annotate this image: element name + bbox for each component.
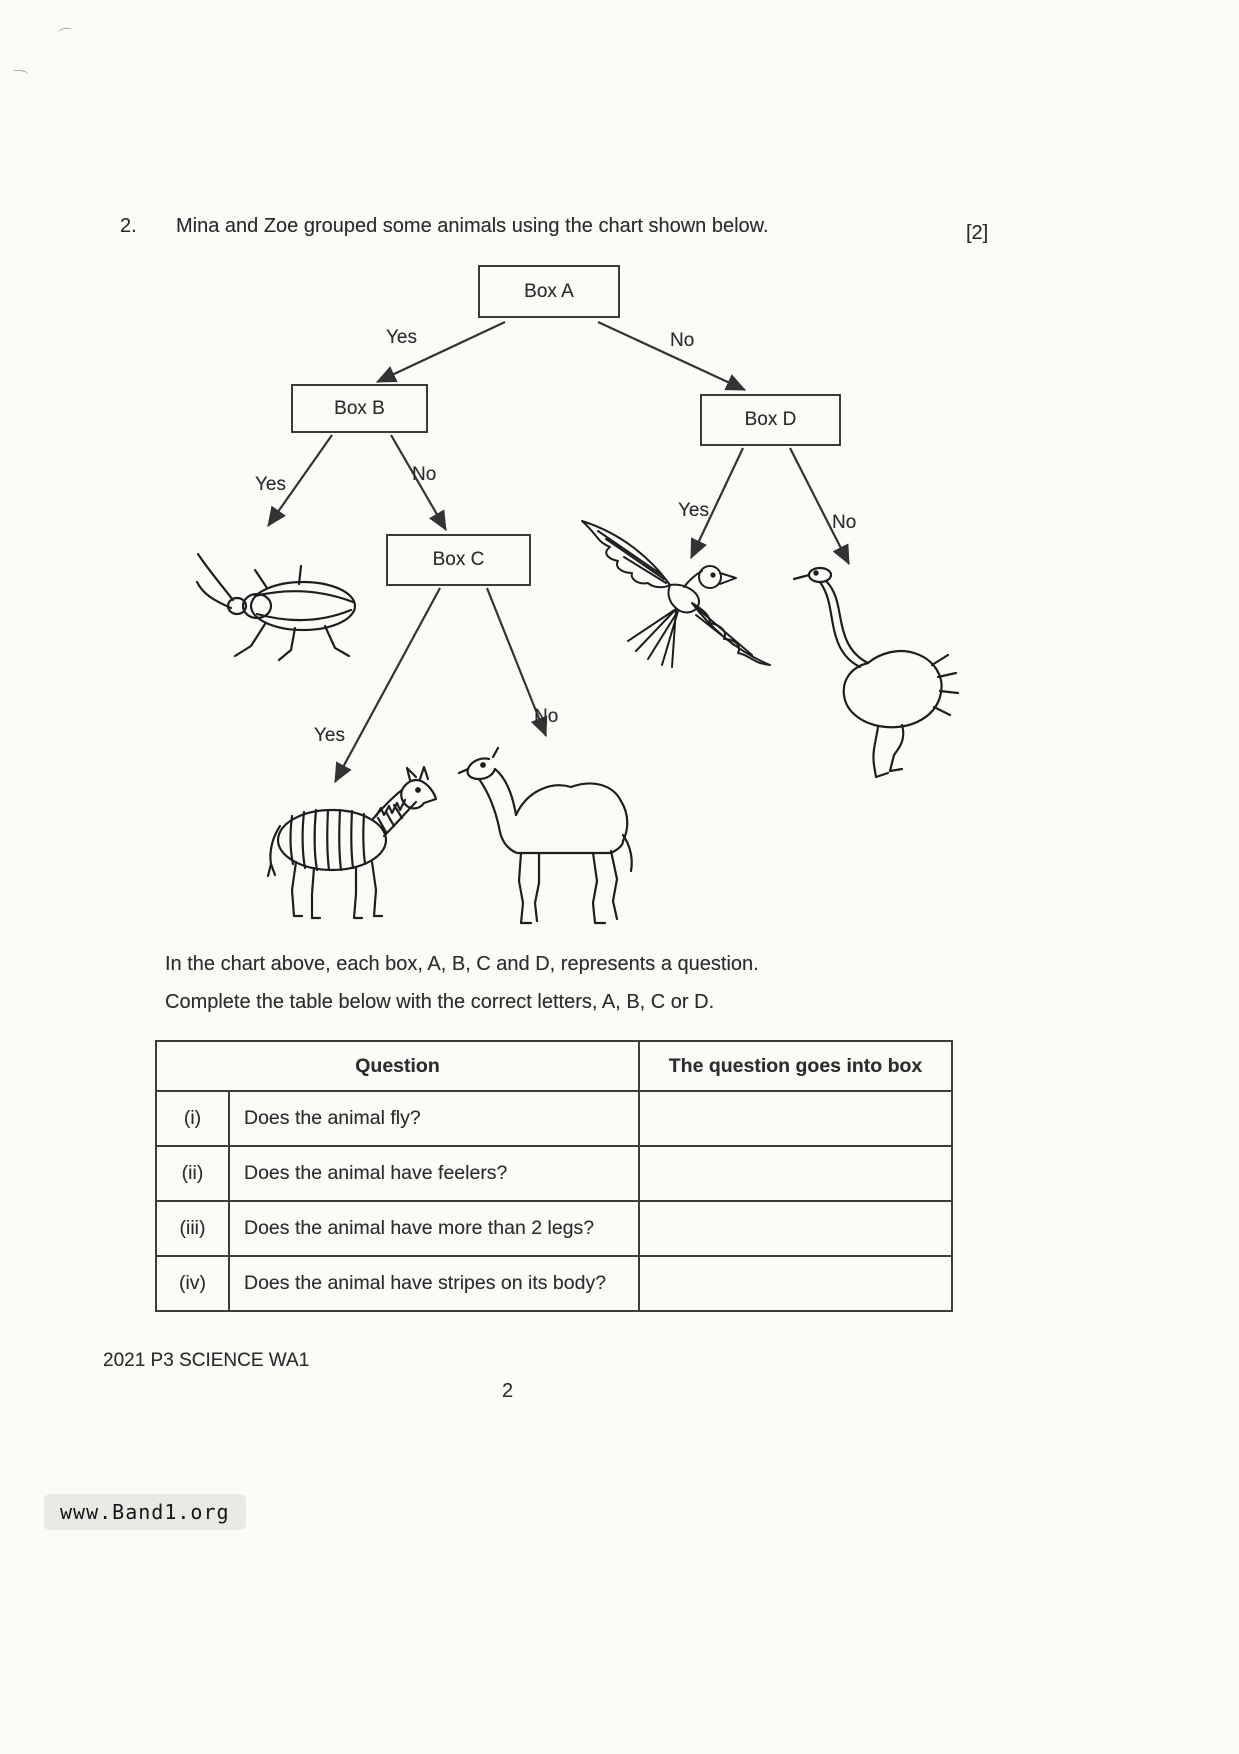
cockroach-image [195, 548, 365, 668]
row-label-i: (i) [156, 1091, 229, 1146]
page-number: 2 [502, 1380, 514, 1402]
table-row [156, 1201, 952, 1256]
branch-label-d-no: No [832, 512, 857, 533]
question-cell-iii: Does the animal have more than 2 legs? [229, 1201, 639, 1256]
ostrich-image [782, 555, 962, 780]
table-row [156, 1256, 952, 1311]
branch-label-d-yes: Yes [678, 500, 709, 521]
scan-artifact [12, 69, 29, 77]
row-label-iv: (iv) [156, 1256, 229, 1311]
footer-doc-code: 2021 P3 SCIENCE WA1 [103, 1350, 310, 1371]
branch-label-b-yes: Yes [255, 474, 286, 495]
table-row [156, 1091, 952, 1146]
question-cell-iv: Does the animal have stripes on its body? [229, 1256, 639, 1311]
answer-cell-ii [639, 1146, 952, 1201]
table-header-row [156, 1041, 952, 1091]
watermark-site-label: www.Band1.org [44, 1494, 246, 1530]
question-cell-ii: Does the animal have feelers? [229, 1146, 639, 1201]
flow-box-a-label: Box A [524, 280, 574, 302]
header-goes-into-box: The question goes into box [639, 1041, 952, 1091]
zebra-image [240, 758, 440, 928]
answer-table [155, 1040, 953, 1312]
instruction-line-1: In the chart above, each box, A, B, C and D, represents a question. [165, 953, 759, 975]
branch-label-c-no: No [534, 706, 559, 727]
question-number: 2. [120, 215, 137, 237]
row-label-iii: (iii) [156, 1201, 229, 1256]
flow-box-b [291, 384, 428, 433]
eagle-image [572, 505, 777, 695]
question-cell-i: Does the animal fly? [229, 1091, 639, 1146]
scan-artifact [57, 27, 72, 37]
header-question: Question [156, 1041, 639, 1091]
row-label-ii: (ii) [156, 1146, 229, 1201]
question-text: Mina and Zoe grouped some animals using the chart shown below. [176, 215, 769, 237]
camel-image [455, 735, 670, 930]
marks-badge: [2] [966, 222, 989, 244]
branch-label-b-no: No [412, 464, 437, 485]
branch-label-a-yes: Yes [386, 327, 417, 348]
flow-box-d-label: Box D [744, 409, 797, 430]
answer-cell-i [639, 1091, 952, 1146]
instruction-line-2: Complete the table below with the correct letters, A, B, C or D. [165, 991, 715, 1013]
flow-box-c-label: Box C [432, 549, 485, 570]
branch-label-c-yes: Yes [314, 725, 345, 746]
branch-label-a-no: No [670, 330, 695, 351]
flow-box-b-label: Box B [334, 397, 385, 419]
flow-box-d [700, 394, 841, 446]
table-row [156, 1146, 952, 1201]
flow-box-a [478, 265, 620, 318]
flow-box-c [386, 534, 531, 586]
answer-cell-iv [639, 1256, 952, 1311]
answer-cell-iii [639, 1201, 952, 1256]
